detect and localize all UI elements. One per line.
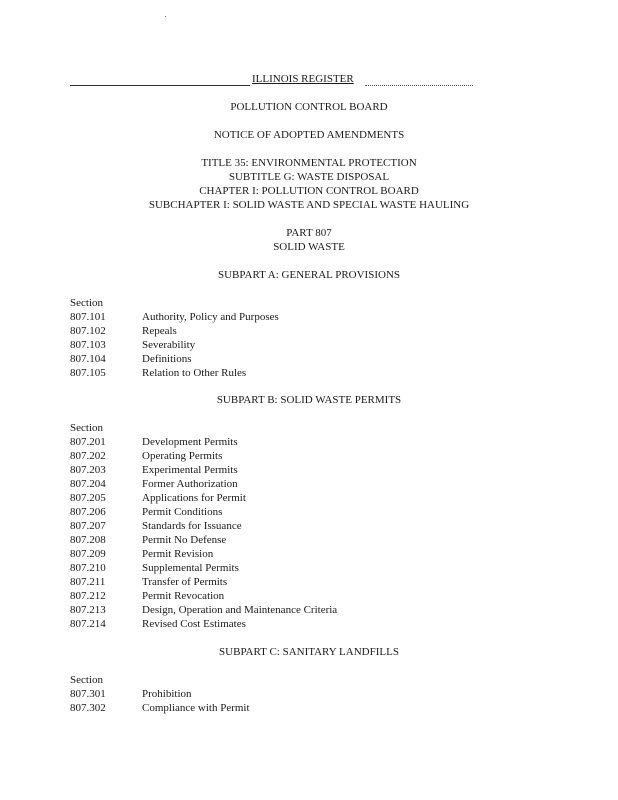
section-number: 807.211 [70, 576, 106, 588]
subpart-heading: SUBPART C: SANITARY LANDFILLS [219, 646, 399, 658]
section-number: 807.212 [70, 590, 106, 602]
board-name: POLLUTION CONTROL BOARD [230, 101, 388, 113]
section-number: 807.101 [70, 311, 106, 323]
toc-entry [70, 338, 570, 352]
section-title: Relation to Other Rules [142, 367, 247, 379]
section-number: 807.202 [70, 450, 106, 462]
section-number: 807.207 [70, 520, 106, 532]
subtitle-heading: SUBTITLE G: WASTE DISPOSAL [228, 171, 390, 183]
toc-entry [70, 603, 570, 617]
section-number: 807.208 [70, 534, 106, 546]
header-rule-right [365, 85, 473, 86]
subchapter-heading: SUBCHAPTER I: SOLID WASTE AND SPECIAL WASTE HAULING [148, 199, 470, 211]
toc-entry [70, 449, 570, 463]
section-title: Supplemental Permits [142, 562, 239, 574]
section-title: Revised Cost Estimates [142, 618, 246, 630]
section-number: 807.104 [70, 353, 106, 365]
section-title: Prohibition [142, 688, 192, 700]
toc-entry [70, 491, 570, 505]
title-heading: TITLE 35: ENVIRONMENTAL PROTECTION [201, 157, 417, 169]
toc-entry [70, 575, 570, 589]
section-title: Experimental Permits [142, 464, 238, 476]
section-title: Permit Revision [142, 548, 214, 560]
section-number: 807.301 [70, 688, 106, 700]
section-title: Severability [142, 339, 196, 351]
section-number: 807.204 [70, 478, 106, 490]
section-title: Compliance with Permit [142, 702, 250, 714]
section-title: Permit No Defense [142, 534, 227, 546]
section-number: 807.209 [70, 548, 106, 560]
section-number: 807.203 [70, 464, 106, 476]
chapter-heading: CHAPTER I: POLLUTION CONTROL BOARD [199, 185, 419, 197]
part-name: SOLID WASTE [273, 241, 345, 253]
section-number: 807.103 [70, 339, 106, 351]
header-rule-left [70, 85, 250, 86]
section-title: Definitions [142, 353, 192, 365]
section-title: Permit Revocation [142, 590, 225, 602]
section-title: Repeals [142, 325, 177, 337]
section-number: 807.201 [70, 436, 106, 448]
toc-entry [70, 519, 570, 533]
section-title: Development Permits [142, 436, 238, 448]
toc-entry [70, 687, 570, 701]
subpart-heading: SUBPART B: SOLID WASTE PERMITS [216, 394, 402, 406]
toc-entry [70, 435, 570, 449]
section-number: 807.210 [70, 562, 106, 574]
notice-heading: NOTICE OF ADOPTED AMENDMENTS [213, 129, 405, 141]
toc-entry [70, 701, 570, 715]
scan-speck [165, 16, 166, 17]
toc-entry [70, 366, 570, 380]
section-number: 807.206 [70, 506, 106, 518]
section-title: Permit Conditions [142, 506, 223, 518]
section-title: Former Authorization [142, 478, 238, 490]
section-title: Operating Permits [142, 450, 223, 462]
toc-entry [70, 477, 570, 491]
section-number: 807.213 [70, 604, 106, 616]
part-number: PART 807 [286, 227, 332, 239]
section-label: Section [70, 297, 103, 309]
section-number: 807.205 [70, 492, 106, 504]
toc-entry [70, 463, 570, 477]
toc-entry [70, 310, 570, 324]
toc-entry [70, 547, 570, 561]
toc-entry [70, 561, 570, 575]
section-title: Transfer of Permits [142, 576, 228, 588]
toc-entry [70, 505, 570, 519]
toc-entry [70, 352, 570, 366]
section-title: Applications for Permit [142, 492, 246, 504]
section-number: 807.214 [70, 618, 106, 630]
toc-entry [70, 324, 570, 338]
section-number: 807.302 [70, 702, 106, 714]
section-number: 807.102 [70, 325, 106, 337]
toc-entry [70, 589, 570, 603]
section-number: 807.105 [70, 367, 106, 379]
section-label: Section [70, 674, 103, 686]
section-title: Design, Operation and Maintenance Criteria [142, 604, 338, 616]
toc-entry [70, 533, 570, 547]
section-title: Standards for Issuance [142, 520, 242, 532]
register-title: ILLINOIS REGISTER [252, 73, 354, 85]
toc-entry [70, 617, 570, 631]
section-label: Section [70, 422, 103, 434]
subpart-heading: SUBPART A: GENERAL PROVISIONS [218, 269, 400, 281]
section-title: Authority, Policy and Purposes [142, 311, 279, 323]
